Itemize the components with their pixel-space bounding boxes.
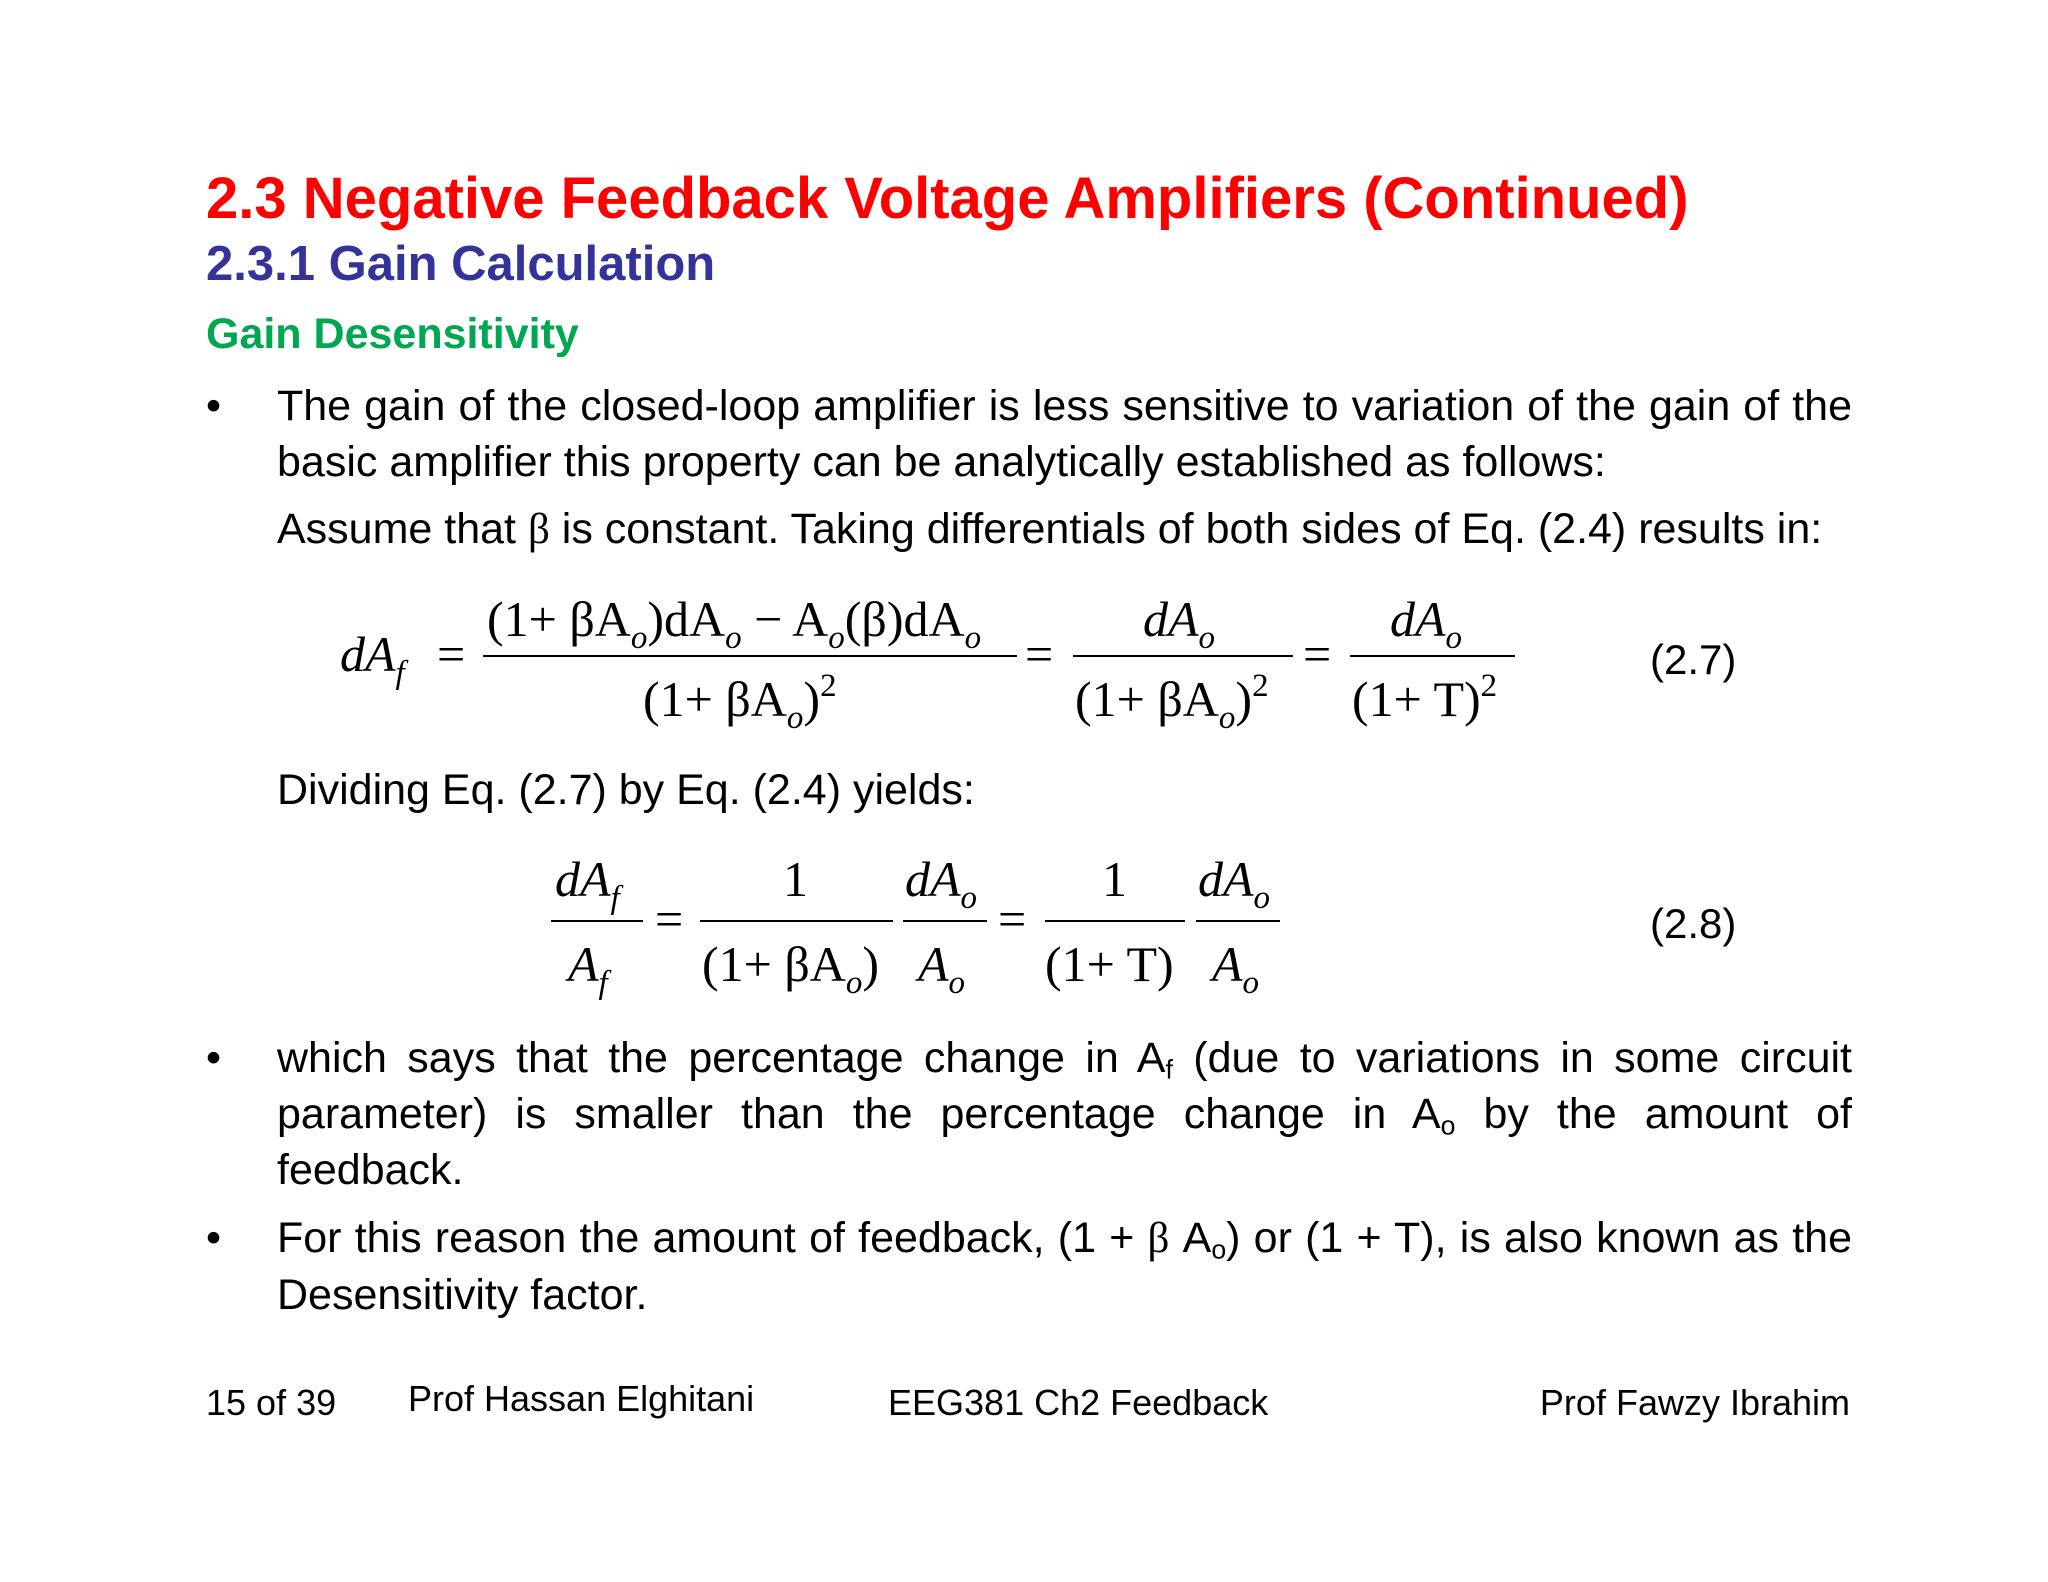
paragraph-2 [277,501,1852,558]
bullet-2: • [206,1034,222,1082]
footer-author-1: Prof Hassan Elghitani [408,1378,755,1419]
equation-number-2-8: (2.8) [1650,900,1737,947]
eq28-equals-1: = [655,891,684,947]
eq28-lhs-num: $dA_f$ [555,851,620,916]
eq27-num3: $dA_o$ [1390,591,1463,656]
eq28-f4-den: $A_o$ [1212,936,1260,1001]
paragraph-4-b: (due to variations in some circuit parameter) is smaller than the percentage change in A [277,1034,1852,1138]
paragraph-5-b: A [1169,1214,1212,1262]
eq28-f2-den: $A_o$ [918,936,966,1001]
paragraph-5-b-sub: o [1211,1234,1227,1265]
footer-author-2: Prof Fawzy Ibrahim [1539,1382,1850,1423]
paragraph-4-c: by the amount of feedback. [277,1090,1853,1194]
eq28-f3-num: 1 [1102,851,1127,907]
eq27-num2: $dA_o$ [1143,591,1216,656]
bullet-1: • [206,382,222,430]
paragraph-5 [277,1210,1852,1323]
eq27-den2: $(1+ \beta A_o)^2$ [1075,668,1269,736]
eq28-f4-num: $dA_o$ [1198,851,1271,916]
eq27-den1: $(1+ \beta A_o)^2$ [643,668,837,736]
paragraph-3: Dividing Eq. (2.7) by Eq. (2.4) yields: [277,766,975,814]
eq27-equals-2: = [1025,626,1054,682]
paragraph-5-a: For this reason the amount of feedback, (1 + [277,1214,1148,1262]
beta-symbol: β [527,506,550,553]
eq27-equals-1: = [437,626,466,682]
eq28-f1-num: 1 [783,851,808,907]
paragraph-4-b-sub: o [1440,1110,1456,1141]
slide-subtitle: 2.3.1 Gain Calculation [206,237,716,291]
footer-course: EEG381 Ch2 Feedback [888,1382,1269,1423]
paragraph-2-pre: Assume that [277,505,528,553]
slide-title: 2.3 Negative Feedback Voltage Amplifiers (Continued) [206,166,1689,231]
eq28-f3-den: (1+ T) [1045,936,1174,992]
paragraph-5-c: ) or (1 + T), is also known as the Desensitivity factor. [277,1214,1852,1319]
eq27-lhs: $dA_f$ [340,626,405,691]
paragraph-4-a-sub: f [1165,1054,1173,1085]
paragraph-2-post: is constant. Taking differentials of both sides of Eq. (2.4) results in: [549,505,1823,553]
paragraph-4 [277,1030,1852,1198]
eq28-f1-den: $(1+ \beta A_o)$ [702,936,880,1001]
eq28-lhs-den: $A_f$ [568,936,608,1001]
eq28-f2-num: $dA_o$ [905,851,978,916]
paragraph-4-a: which says that the percentage change in A [277,1034,1166,1082]
paragraph-1: The gain of the closed-loop amplifier is less sensitive to variation of the gain of the basic amplifier this property can be analytically established as follows: [277,382,1852,486]
bullet-3: • [206,1214,222,1262]
equation-number-2-7: (2.7) [1650,636,1737,683]
eq27-den3: $(1+ T)^2$ [1352,668,1498,727]
eq27-num1: $(1+ \beta A_o)dA_o - A_o(\beta)dA_o$ [487,591,982,656]
eq27-equals-3: = [1303,626,1332,682]
section-heading: Gain Desensitivity [206,310,579,358]
beta-symbol-2: β [1147,1215,1170,1262]
footer-page-number: 15 of 39 [206,1382,337,1423]
eq28-equals-2: = [998,891,1027,947]
